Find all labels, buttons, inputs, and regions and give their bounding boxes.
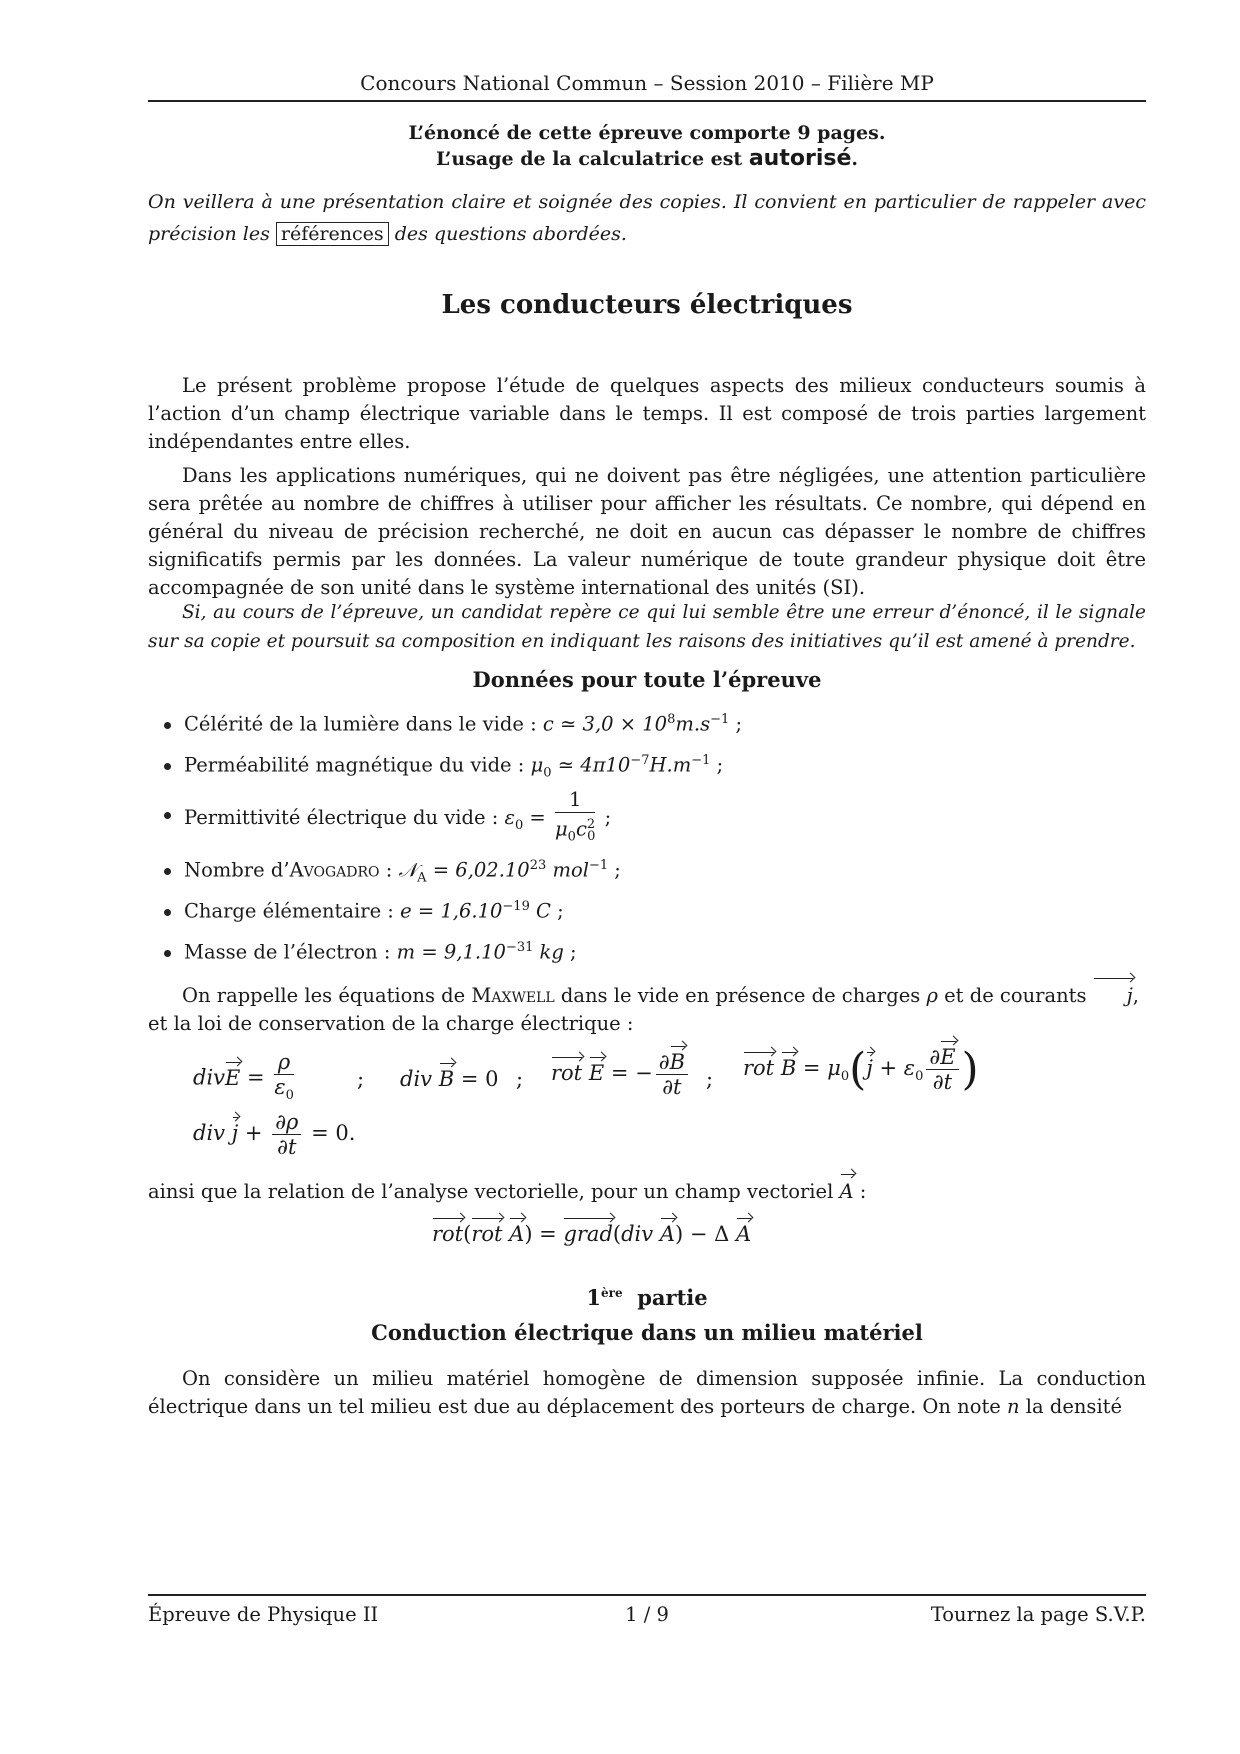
exam-page: [148, 0, 1146, 1754]
data-label: Perméabilité magnétique du vide :: [184, 753, 531, 777]
rot-operator: rot: [743, 1056, 775, 1080]
fraction-denominator: ∂t: [277, 1135, 297, 1159]
vector-relation-colon: :: [853, 1180, 867, 1203]
data-label: Charge élémentaire :: [184, 899, 401, 923]
data-exp: −19: [502, 899, 530, 914]
a-vector: A: [659, 1222, 675, 1246]
vector-relation-text: ainsi que la relation de l’analyse vectorielle, pour un champ vectoriel: [148, 1180, 840, 1203]
partial-symbol: ∂: [275, 1110, 287, 1134]
conservation-fraction: [272, 1110, 301, 1159]
footer-rule: [148, 1594, 1146, 1596]
instructions-boxed-word: références: [276, 222, 389, 246]
permittivity-fraction: [555, 788, 595, 849]
data-unit: C: [529, 899, 551, 923]
part1-text: la densité: [1019, 1395, 1123, 1418]
grad-operator: grad: [563, 1222, 613, 1246]
rot-operator: rot: [432, 1222, 464, 1246]
fraction-denominator: μ: [554, 817, 568, 841]
data-unit: H.m: [649, 753, 692, 777]
intro-paragraph-1: Le présent problème propose l’étude de quelques aspects des milieux conducteurs soumis à l’action d’un champ électrique variable dans le temps. Il est composé de trois parties largement indépendantes entre elles.: [148, 374, 1146, 453]
div-operator: div: [621, 1222, 654, 1246]
data-expr: c ≃ 3,0 × 10: [542, 712, 668, 736]
data-label: Permittivité électrique du vide :: [184, 806, 505, 830]
mu-symbol: μ: [827, 1056, 841, 1080]
rot-operator: rot: [551, 1061, 583, 1085]
notice-calculator: [148, 145, 1146, 173]
maxwell-text: ,: [1132, 984, 1139, 1007]
data-sub: 0: [567, 829, 576, 845]
equals-zero: = 0.: [304, 1121, 356, 1145]
equation-vector-identity: rot(rot A) = grad(div A) − Δ A: [432, 1222, 752, 1246]
data-expr: μ: [530, 753, 544, 777]
rot-operator: rot: [471, 1222, 503, 1246]
header-rule: [148, 100, 1146, 102]
instructions-text-after: des questions abordées.: [388, 223, 627, 245]
intro-paragraph-2: Dans les applications numériques, qui ne doivent pas être négligées, une attention particulière sera prêtée au nombre de chiffres à utiliser pour afficher les résultats. Ce nombre, qui dépend en général du niveau de précision recherché, ne doit en aucun cas dépasser le nombre de chiffres significatifs permis par les données. La valeur numérique de toute grandeur physique doit être accompagnée de son unité dans le système international des unités (SI).: [148, 464, 1146, 599]
intro-paragraph-3: Si, au cours de l’épreuve, un candidat repère ce qui lui semble être une erreur d’énoncé, il le signale sur sa copie et poursuit sa composition en indiquant les raisons des initiatives qu’il est amené à prendre.: [148, 602, 1146, 652]
j-vector: j: [866, 1056, 873, 1080]
rho-symbol: ρ: [926, 984, 938, 1007]
part1-title: Conduction électrique dans un milieu matériel: [371, 1320, 923, 1345]
intro-paragraphs: [148, 372, 1146, 608]
data-sub: 0: [514, 818, 524, 834]
plus-sign: +: [238, 1121, 270, 1145]
zero-value: 0: [485, 1067, 499, 1091]
data-exp: −1: [710, 712, 730, 727]
rho-symbol: ρ: [286, 1110, 299, 1134]
data-item-permittivity: Permittivité électrique du vide : $\varepsilon_0$ = $\frac{1}{\mu_0c^2_0}$ ;: [184, 788, 611, 849]
data-expr: = 6,02.10: [426, 858, 530, 882]
data-label: Nombre d’: [184, 858, 290, 882]
e-vector: E: [225, 1065, 241, 1090]
footer-page-number: 1 / 9: [625, 1603, 669, 1626]
data-expr: e = 1,6.10: [400, 899, 503, 923]
data-item-elementary-charge: [184, 899, 564, 923]
bullet-icon: [164, 909, 171, 916]
j-vector: j: [1093, 982, 1133, 1010]
data-unit: m.s: [675, 712, 711, 736]
maxwell-intro: [148, 982, 1146, 1038]
equals-sign: =: [454, 1067, 486, 1091]
equation-separator: ;: [706, 1067, 714, 1091]
data-exp: −7: [630, 753, 650, 768]
j-vector: j: [231, 1121, 239, 1145]
equation-maxwell-faraday: [551, 1050, 691, 1099]
data-unit: kg: [533, 940, 564, 964]
gauss-fraction: [274, 1050, 294, 1108]
equals-sign: =: [796, 1056, 828, 1080]
footer-right: Tournez la page S.V.P.: [930, 1603, 1146, 1626]
equals-sign: =: [240, 1065, 272, 1090]
data-sub: A: [417, 870, 427, 886]
epsilon-symbol: ε: [274, 1075, 286, 1099]
data-end: ;: [729, 712, 743, 736]
equation-separator: ;: [516, 1067, 524, 1091]
n-symbol: n: [1007, 1395, 1020, 1418]
div-operator: div: [400, 1067, 433, 1091]
laplacian-symbol: Δ: [714, 1222, 730, 1246]
bullet-icon: [164, 950, 171, 957]
data-exp: −1: [691, 753, 711, 768]
data-expr: 𝒩: [398, 858, 418, 882]
part1-text: On considère un milieu matériel homogène de dimension supposée infinie. La conduction électrique dans un tel milieu est due au déplacement des porteurs de charge. On note: [148, 1367, 1146, 1418]
equation-maxwell-gauss: [193, 1050, 297, 1108]
bullet-icon: [164, 763, 171, 770]
data-exp: −31: [505, 940, 534, 955]
data-heading: Données pour toute l’épreuve: [472, 667, 822, 692]
data-label: Masse de l’électron :: [184, 940, 397, 964]
instructions-text-before: On veillera à une présentation claire et soignée des copies. Il convient en particulier de rappeler avec précision les: [148, 191, 1146, 245]
notice-calculator-prefix: L’usage de la calculatrice est: [436, 148, 749, 170]
data-item-permeability: [184, 753, 723, 780]
notice-calculator-keyword: autorisé: [748, 146, 852, 171]
plus-sign: +: [872, 1056, 904, 1080]
fraction-numerator: 1: [555, 788, 595, 813]
maxwell-name: Maxwell: [471, 984, 555, 1007]
faraday-fraction: [656, 1050, 688, 1099]
e-vector: E: [588, 1061, 605, 1085]
subscript-zero: 0: [915, 1069, 924, 1085]
data-end: ;: [550, 899, 564, 923]
data-label: Célérité de la lumière dans le vide :: [184, 712, 543, 736]
b-vector: B: [438, 1067, 455, 1091]
data-expr: m = 9,1.10: [396, 940, 506, 964]
maxwell-text: On rappelle les équations de: [182, 984, 472, 1007]
vector-relation-intro: [148, 1178, 1146, 1206]
data-expr: c: [575, 817, 587, 841]
e-vector: E: [940, 1045, 956, 1069]
data-item-electron-mass: [184, 940, 577, 964]
avogadro-name: Avogadro: [289, 858, 380, 882]
footer-left: Épreuve de Physique II: [148, 1603, 379, 1626]
partial-symbol: ∂: [929, 1045, 941, 1069]
div-operator: div: [193, 1065, 226, 1090]
data-exp: −1: [588, 858, 609, 873]
data-unit: mol: [546, 858, 589, 882]
document-title: Les conducteurs électriques: [441, 290, 853, 320]
equals-sign: =: [604, 1061, 636, 1085]
part1-number-sup: ère: [601, 1286, 623, 1300]
bullet-icon: [164, 812, 171, 819]
b-vector: B: [780, 1056, 797, 1080]
equation-maxwell-ampere: rot $B = \mu_0(j + \varepsilon_0$ $\frac{\partial E}{\partial t}$ ): [743, 1044, 979, 1095]
part1-paragraph: [148, 1365, 1146, 1421]
part1-number: 1: [586, 1285, 601, 1310]
data-expr: ≃ 4π10: [551, 753, 631, 777]
maxwell-text: dans le vide en présence de charges: [554, 984, 927, 1007]
instructions: [148, 186, 1146, 250]
b-vector: B: [669, 1050, 686, 1074]
notice-pages: L’énoncé de cette épreuve comporte 9 pages.: [408, 122, 886, 144]
ampere-fraction: [926, 1045, 958, 1094]
epsilon-symbol: ε: [903, 1056, 916, 1080]
partial-symbol: ∂: [658, 1050, 670, 1074]
fraction-denominator: ∂t: [662, 1075, 682, 1099]
equation-maxwell-flux: [400, 1067, 498, 1091]
data-exp: 23: [529, 858, 547, 873]
part1-label: partie: [637, 1285, 708, 1310]
bullet-icon: [164, 868, 171, 875]
notice-calculator-suffix: .: [851, 148, 858, 170]
subscript-zero: 0: [840, 1069, 850, 1085]
data-expr: ε: [504, 806, 515, 830]
part1-heading: [148, 1285, 1146, 1310]
data-end: ;: [608, 858, 621, 882]
equation-charge-conservation: [193, 1110, 355, 1159]
data-item-avogadro: [184, 858, 621, 885]
data-end: ;: [563, 940, 577, 964]
maxwell-text: et de courants: [937, 984, 1093, 1007]
minus-sign: −: [635, 1061, 653, 1085]
data-end: ;: [710, 753, 724, 777]
fraction-numerator: ρ: [274, 1050, 294, 1075]
equation-separator: ;: [357, 1067, 365, 1091]
data-end: ;: [598, 806, 612, 830]
data-exp: 2: [586, 817, 596, 832]
fraction-denominator: ∂t: [932, 1070, 953, 1094]
data-sub: 0: [587, 829, 596, 845]
a-vector: A: [840, 1178, 854, 1206]
data-exp: 8: [667, 712, 676, 727]
data-label: :: [379, 858, 399, 882]
data-sub: 0: [543, 765, 552, 781]
a-vector: A: [736, 1222, 752, 1246]
bullet-icon: [164, 722, 171, 729]
a-vector: A: [509, 1222, 525, 1246]
maxwell-intro-line2: et la loi de conservation de la charge électrique :: [148, 1012, 634, 1035]
data-item-speed-of-light: [184, 712, 742, 736]
page-header: Concours National Commun – Session 2010 – Filière MP: [360, 71, 934, 95]
div-operator: div: [193, 1121, 226, 1145]
subscript-zero: 0: [285, 1088, 294, 1104]
